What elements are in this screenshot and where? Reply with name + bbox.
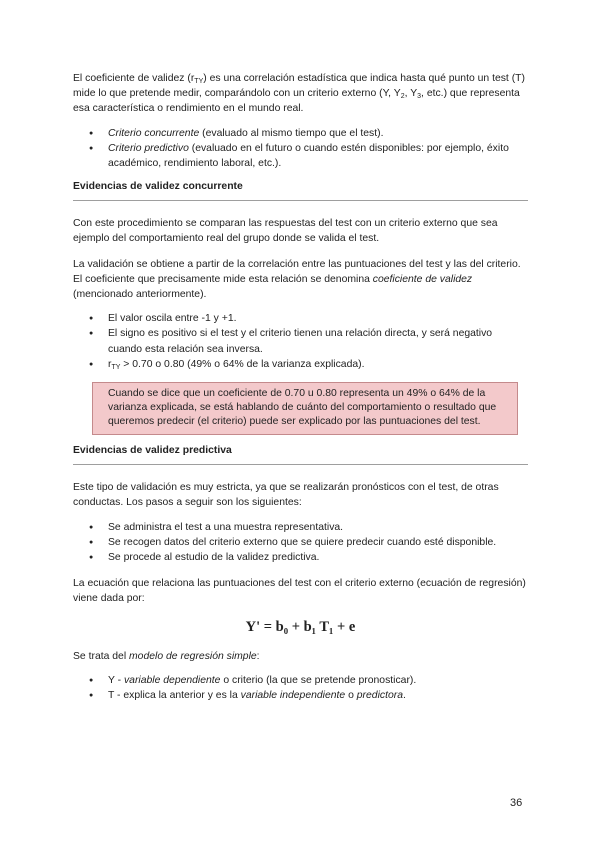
regression-formula: Y' = b₀ + b₁ T₁ + e <box>245 619 356 636</box>
variables-list <box>73 673 528 703</box>
list-item: ● El signo es positivo si el test y el criterio tienen una relación directa, y será negativo cuando esta relación sea inversa. <box>73 326 528 356</box>
predictive-validity-heading: Evidencias de validez predictiva <box>73 444 232 456</box>
list-item: ● Se procede al estudio de la validez predictiva. <box>73 550 528 565</box>
model-paragraph: Se trata del modelo de regresión simple: <box>73 651 260 663</box>
section-divider <box>73 200 528 201</box>
intro-paragraph: El coeficiente de validez $(r_{TY})$ es una correlación estadística que indica hasta qué punto un test (T) mide lo que pretende medir, comparándolo con un criterio externo (Y, $Y_2$, $Y_3$, etc.) que representa esa característica o rendimiento en el mundo real. <box>73 73 525 115</box>
list-item: ● Se administra el test a una muestra representativa. <box>73 520 528 535</box>
list-item: ● Se recogen datos del criterio externo que se quiere predecir cuando esté disponible. <box>73 535 528 550</box>
list-item: ● Criterio predictivo (evaluado en el futuro o cuando estén disponibles: por ejemplo, éxito académico, rendimiento laboral, etc.). <box>73 141 528 171</box>
list-item: ● El valor oscila entre -1 y +1. <box>73 311 528 326</box>
list-item: ● Y - variable dependiente o criterio (la que se pretende pronosticar). <box>73 673 528 688</box>
concurrent-validity-heading: Evidencias de validez concurrente <box>73 181 243 193</box>
section-divider <box>73 464 528 465</box>
coefficient-properties-list <box>73 311 528 372</box>
page-number: 36 <box>510 797 523 809</box>
variance-callout: Cuando se dice que un coeficiente de 0.70 u 0.80 representa un 49% o 64% de la varianza explicada, se está hablando de cuánto del comportamiento o resultado que queremos predecir (el criterio) puede ser explicado por las puntuaciones del test. <box>92 382 518 435</box>
document-body <box>73 71 528 704</box>
concurrent-paragraph-2: La validación se obtiene a partir de la correlación entre las puntuaciones del test y las del criterio. El coeficiente que precisamente mide esta relación se denomina coeficiente de validez (mencionado anteriormente). <box>73 258 521 301</box>
predictive-paragraph-1: Este tipo de validación es muy estricta, ya que se realizarán pronósticos con el test, de otras conductas. Los pasos a seguir son los siguientes: <box>73 481 499 508</box>
concurrent-paragraph-1: Con este procedimiento se comparan las respuestas del test con un criterio externo que sea ejemplo del comportamiento real del grupo donde se valida el test. <box>73 218 498 245</box>
criterion-types-list <box>73 126 528 172</box>
list-item: ● $r_{TY} > 0.70$ o 0.80 (49% o 64% de la varianza explicada). <box>73 357 528 372</box>
list-item: ● Criterio concurrente (evaluado al mismo tiempo que el test). <box>73 126 528 141</box>
regression-paragraph: La ecuación que relaciona las puntuaciones del test con el criterio externo (ecuación de regresión) viene dada por: <box>73 577 526 604</box>
list-item: ● T - explica la anterior y es la variable independiente o predictora. <box>73 688 528 703</box>
procedure-steps-list <box>73 520 528 566</box>
